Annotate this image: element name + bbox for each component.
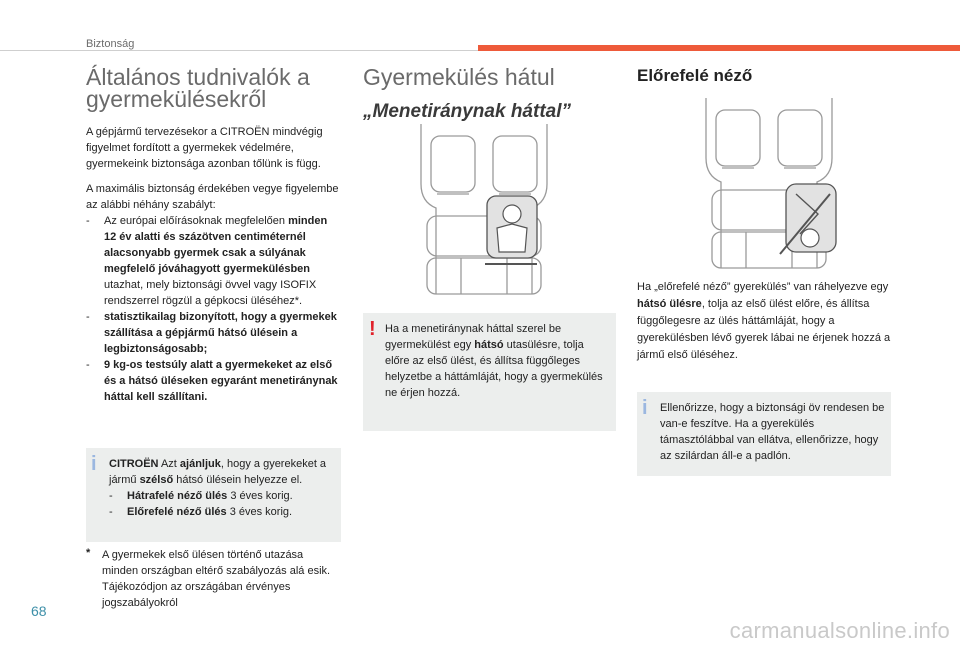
note-li1-bold: Hátrafelé néző ülés bbox=[127, 490, 228, 502]
recommendation-note bbox=[86, 448, 341, 542]
footnote-mark: * bbox=[86, 547, 91, 559]
dash: - bbox=[109, 506, 113, 518]
forward-facing-seat-illustration bbox=[676, 98, 862, 274]
top-rule bbox=[0, 50, 478, 51]
note-recommend: ajánljuk bbox=[179, 458, 221, 470]
note-outer: szélső bbox=[139, 474, 174, 486]
section-label: Biztonság bbox=[86, 38, 135, 50]
dash: - bbox=[109, 490, 113, 502]
rule-3-text: 9 kg-os testsúly alatt a gyermekeket az első és a hátsó üléseken egyaránt menetiránynak háttal kell szállítani. bbox=[104, 359, 338, 403]
rear-facing-subtitle: „Menetiránynak háttal” bbox=[363, 101, 571, 122]
dash: - bbox=[86, 359, 90, 371]
info-icon: i bbox=[642, 397, 648, 419]
column-forward-facing bbox=[637, 66, 891, 86]
warning-text-rear: hátsó bbox=[474, 339, 504, 351]
forward-text-3: , tolja az első ülést előre, és állítsa függőlegesre az ülés háttámláját, hogy a gyerekülésben lévő gyerek lábai ne érjenek hozzá a jármű első üléséhez. bbox=[637, 298, 891, 361]
rule-item-2 bbox=[86, 309, 341, 357]
rules-lead: A maximális biztonság érdekében vegye figyelembe az alábbi néhány szabályt: bbox=[86, 183, 339, 211]
forward-text-1: Ha „előrefelé néző” gyerekülés” van ráhelyezve egy bbox=[637, 281, 889, 293]
forward-text-rear-seat: hátsó ülésre bbox=[637, 298, 702, 310]
note-text-1: Azt bbox=[158, 458, 180, 470]
dash: - bbox=[86, 311, 90, 323]
column-general bbox=[86, 66, 341, 405]
watermark: carmanualsonline.info bbox=[729, 618, 950, 643]
rule-item-3 bbox=[86, 357, 341, 405]
dash: - bbox=[86, 215, 90, 227]
info-note-text: Ellenőrizze, hogy a biztonsági öv rendesen be van-e feszítve. Ha a gyerekülés támasztólábbal van ellátva, ellenőrizze, hogy az szilárdan áll-e a padlón. bbox=[660, 402, 885, 462]
rule-1-text-b: minden 12 év alatti és százötven centiméternél alacsonyabb gyermek csak a súlyának megfelelő jóváhagyott gyermekülésben bbox=[104, 215, 328, 275]
page-number: 68 bbox=[31, 603, 47, 619]
rear-facing-seat-illustration bbox=[391, 124, 577, 302]
accent-bar bbox=[478, 45, 960, 51]
note-li1-rest: 3 éves korig. bbox=[227, 490, 293, 502]
info-icon: i bbox=[91, 453, 97, 475]
forward-facing-paragraph bbox=[637, 279, 891, 364]
rule-1-text-a: Az európai előírásoknak megfelelően bbox=[104, 215, 289, 227]
rule-2-text: statisztikailag bizonyított, hogy a gyermekek szállítása a gépjármű hátsó ülésein a legbiztonságosabb; bbox=[104, 311, 337, 355]
info-note bbox=[637, 392, 891, 476]
note-text-5: hátsó ülésein helyezze el. bbox=[173, 474, 303, 486]
forward-facing-title: Előrefelé néző bbox=[637, 66, 753, 85]
warning-icon: ! bbox=[369, 318, 376, 340]
note-li2-bold: Előrefelé néző ülés bbox=[127, 506, 227, 518]
warning-note bbox=[363, 313, 616, 431]
footnote bbox=[86, 547, 341, 611]
note-brand: CITROËN bbox=[109, 458, 159, 470]
rear-seat-title: Gyermekülés hátul bbox=[363, 64, 555, 90]
intro-paragraph: A gépjármű tervezésekor a CITROËN mindvégig figyelmet fordított a gyermekek védelmére, gyermekeink biztonsága azonban tőlünk is függ. bbox=[86, 126, 323, 170]
rule-1-text-c: utazhat, mely biztonsági övvel vagy ISOFIX rendszerrel rögzül a gépkocsi üléséhez*. bbox=[104, 279, 317, 307]
rule-item-1 bbox=[86, 213, 341, 309]
warning-text-3: utasülésre, tolja előre az első ülést, és állítsa függőleges helyzetbe a háttámláját, hogy a gyermekülés ne érjen hozzá. bbox=[385, 339, 603, 399]
note-list-item-1 bbox=[109, 488, 335, 504]
warning-text-1: Ha a menetiránynak háttal szerel be gyermekülést egy bbox=[385, 323, 562, 351]
note-list-item-2 bbox=[109, 504, 335, 520]
general-title: Általános tudnivalók a gyermekülésekről bbox=[86, 64, 310, 112]
column-rear-seat bbox=[363, 66, 616, 123]
note-li2-rest: 3 éves korig. bbox=[226, 506, 293, 518]
note-text-3: , hogy a gyerekeket a jármű bbox=[109, 458, 327, 486]
footnote-text: A gyermekek első ülésen történő utazása minden országban eltérő szabályozás alá esik. Tájékozódjon az országában érvényes jogszabályokról bbox=[102, 549, 331, 609]
